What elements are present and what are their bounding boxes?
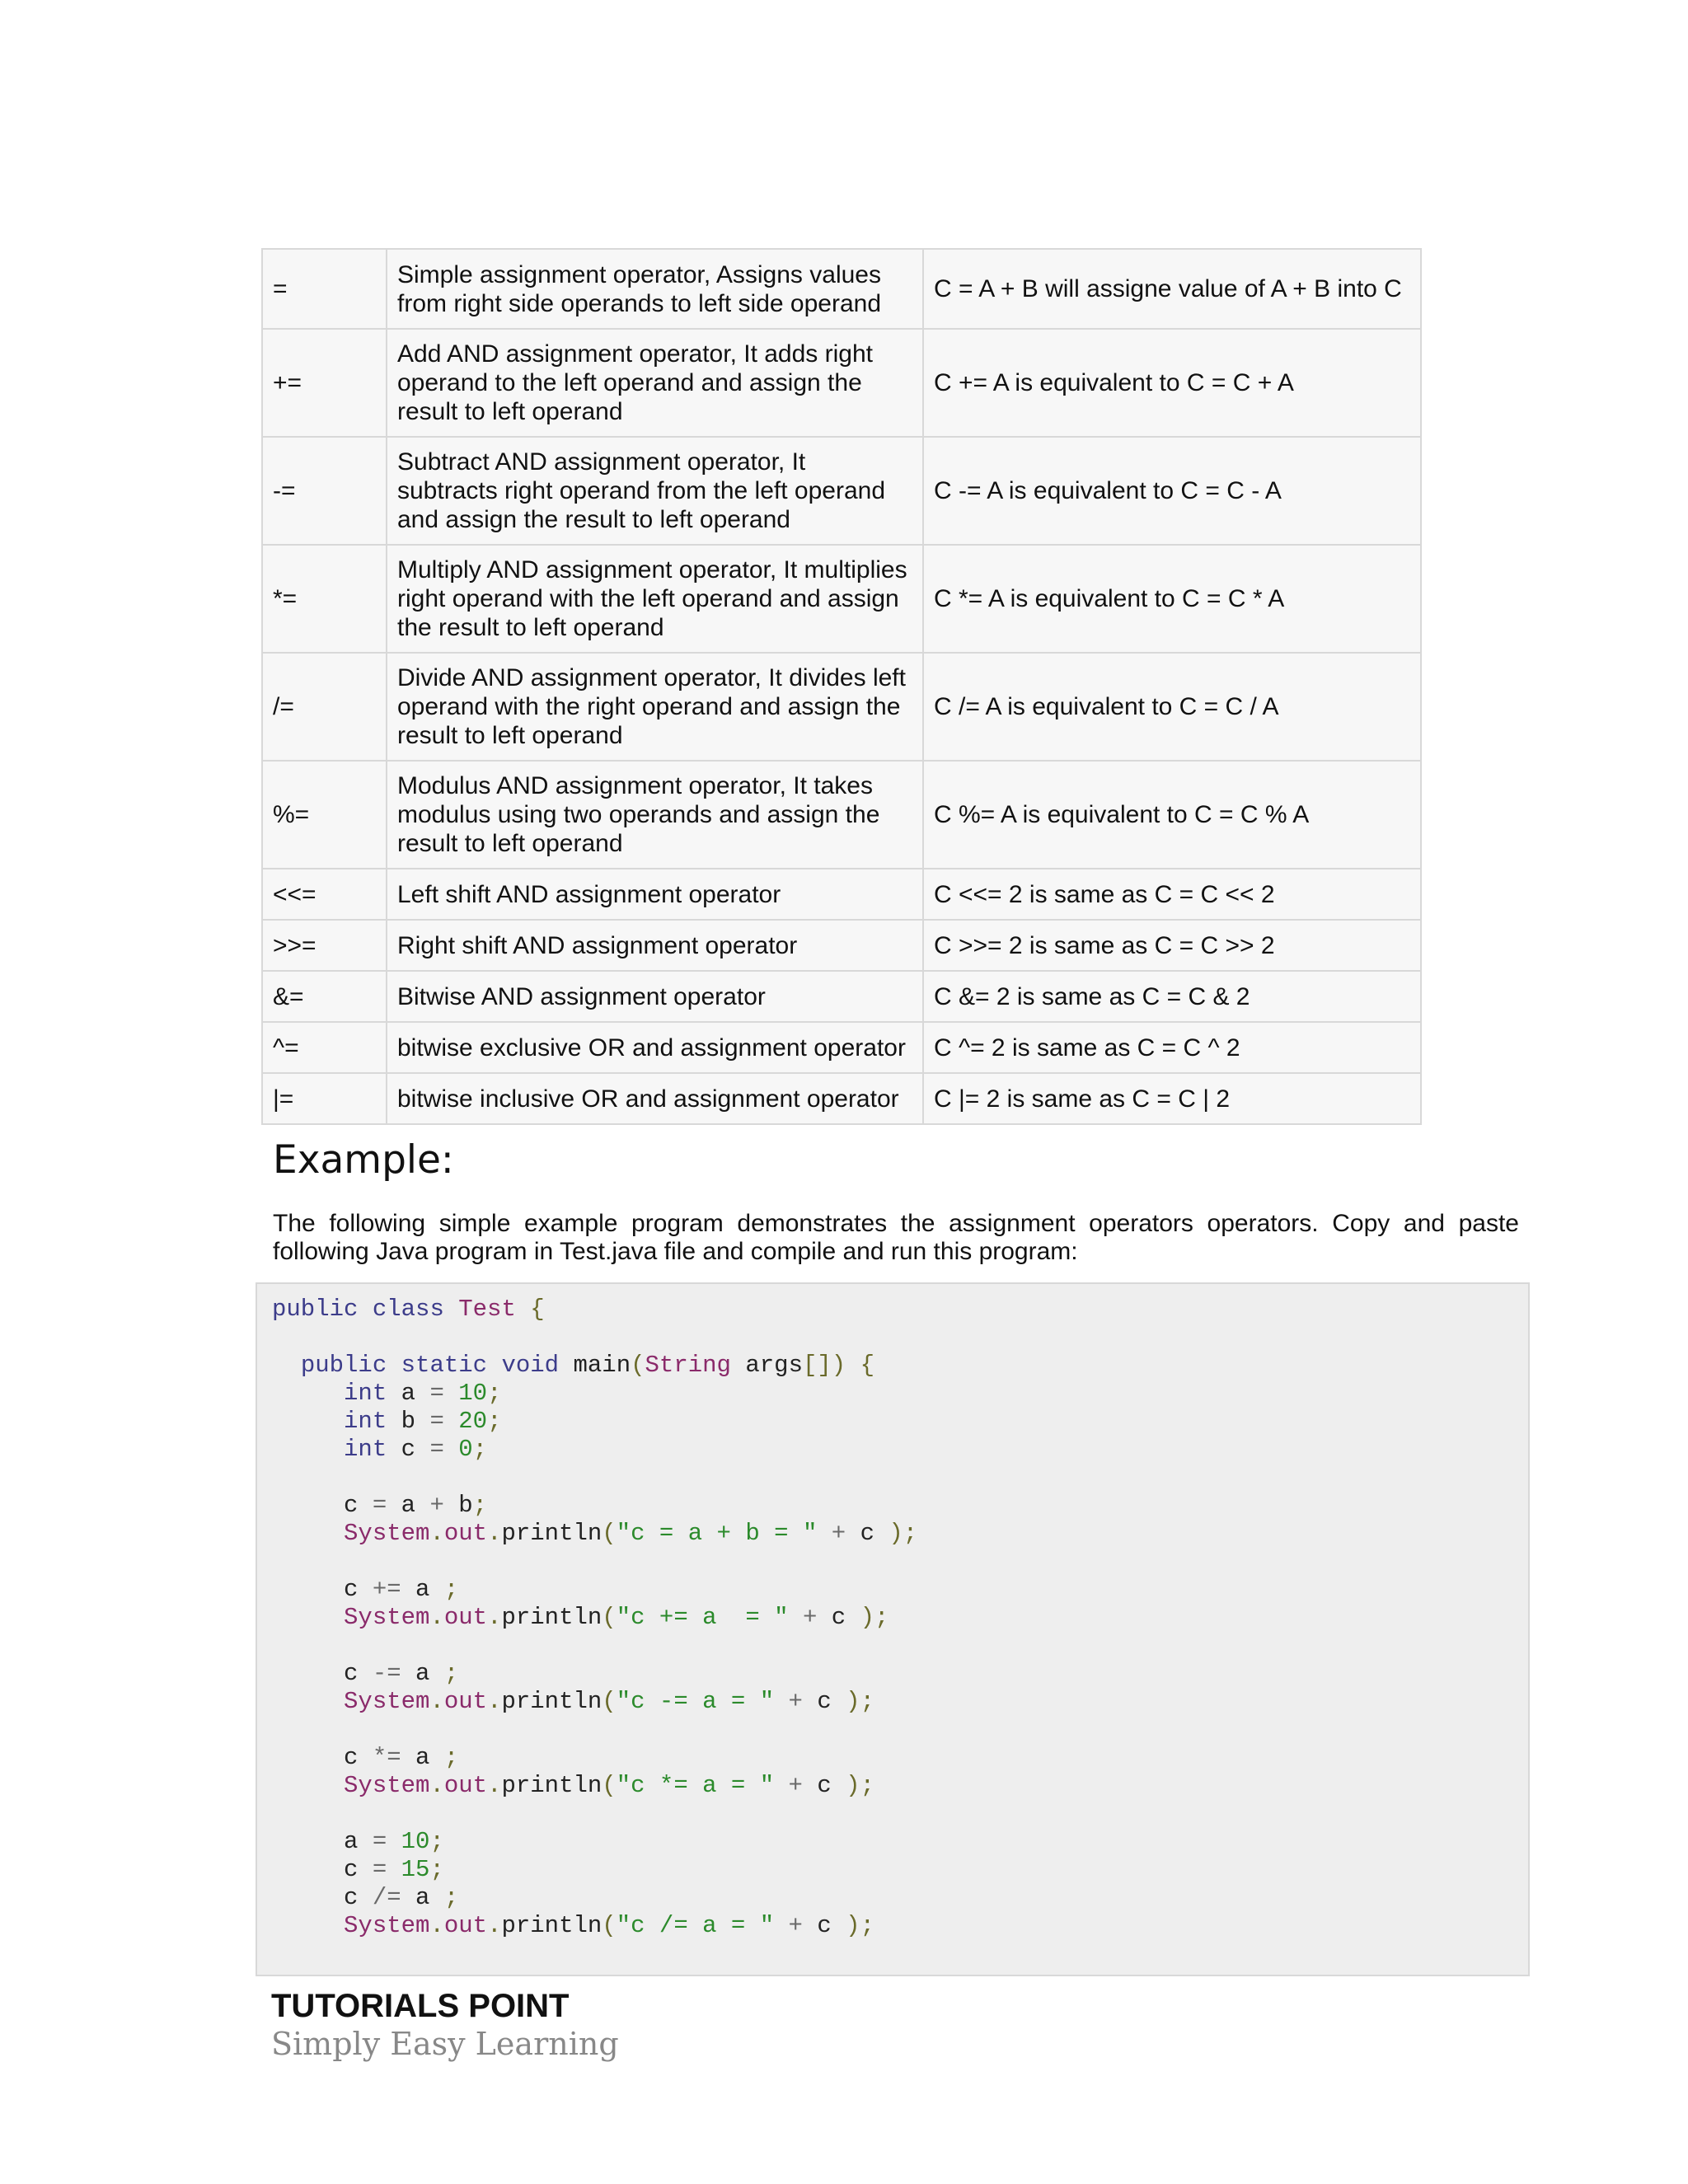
operator-cell: %= — [262, 761, 387, 869]
description-cell: Add AND assignment operator, It adds right operand to the left operand and assign the result to left operand — [387, 329, 923, 437]
code-line: int a = 10; — [344, 1380, 502, 1407]
code-line: a = 10; — [344, 1828, 444, 1855]
example-cell: C |= 2 is same as C = C | 2 — [923, 1073, 1421, 1124]
example-cell: C %= A is equivalent to C = C % A — [923, 761, 1421, 869]
operator-cell: ^= — [262, 1022, 387, 1073]
code-line: System.out.println("c /= a = " + c ); — [344, 1912, 874, 1939]
operator-cell: /= — [262, 653, 387, 761]
operator-cell: -= — [262, 437, 387, 545]
code-line: public static void main(String args[]) { — [300, 1352, 875, 1379]
code-line: System.out.println("c *= a = " + c ); — [344, 1772, 874, 1799]
description-cell: bitwise inclusive OR and assignment operator — [387, 1073, 923, 1124]
table-row — [262, 869, 1421, 920]
code-line: c = 15; — [344, 1856, 444, 1883]
description-cell: Divide AND assignment operator, It divides left operand with the right operand and assign the result to left operand — [387, 653, 923, 761]
operator-cell: *= — [262, 545, 387, 653]
description-cell: bitwise exclusive OR and assignment operator — [387, 1022, 923, 1073]
code-line: c = a + b; — [344, 1492, 488, 1519]
table-row — [262, 329, 1421, 437]
table-row — [262, 971, 1421, 1022]
table-row — [262, 920, 1421, 971]
table-row — [262, 653, 1421, 761]
description-cell: Left shift AND assignment operator — [387, 869, 923, 920]
example-cell: C += A is equivalent to C = C + A — [923, 329, 1421, 437]
code-line: c += a ; — [344, 1576, 459, 1603]
operator-cell: |= — [262, 1073, 387, 1124]
example-intro-paragraph: The following simple example program demonstrates the assignment operators operators. Copy and paste following Java program in Test.java file and compile and run this program: — [273, 1210, 1519, 1265]
code-line: int b = 20; — [344, 1408, 502, 1435]
description-cell: Subtract AND assignment operator, It subtracts right operand from the left operand and assign the result to left operand — [387, 437, 923, 545]
operator-cell: &= — [262, 971, 387, 1022]
example-cell: C &= 2 is same as C = C & 2 — [923, 971, 1421, 1022]
code-line: c /= a ; — [344, 1884, 459, 1911]
description-cell: Simple assignment operator, Assigns values from right side operands to left side operand — [387, 249, 923, 329]
table-row — [262, 1022, 1421, 1073]
code-line: c -= a ; — [344, 1660, 459, 1687]
operator-cell: = — [262, 249, 387, 329]
example-cell: C = A + B will assigne value of A + B into C — [923, 249, 1421, 329]
example-cell: C <<= 2 is same as C = C << 2 — [923, 869, 1421, 920]
example-heading: Example: — [273, 1137, 454, 1183]
operator-cell: >>= — [262, 920, 387, 971]
description-cell: Right shift AND assignment operator — [387, 920, 923, 971]
code-line: System.out.println("c += a = " + c ); — [344, 1604, 889, 1631]
table-row — [262, 545, 1421, 653]
code-line: System.out.println("c = a + b = " + c ); — [344, 1520, 918, 1547]
description-cell: Modulus AND assignment operator, It takes modulus using two operands and assign the result to left operand — [387, 761, 923, 869]
code-line: System.out.println("c -= a = " + c ); — [344, 1688, 874, 1715]
operator-cell: += — [262, 329, 387, 437]
example-cell: C /= A is equivalent to C = C / A — [923, 653, 1421, 761]
code-line: int c = 0; — [344, 1436, 488, 1463]
brand-tagline: Simply Easy Learning — [271, 2026, 619, 2062]
brand-title: TUTORIALS POINT — [271, 1988, 570, 2024]
table-row — [262, 761, 1421, 869]
example-cell: C *= A is equivalent to C = C * A — [923, 545, 1421, 653]
code-line: public class Test { — [272, 1296, 545, 1323]
example-cell: C ^= 2 is same as C = C ^ 2 — [923, 1022, 1421, 1073]
example-cell: C >>= 2 is same as C = C >> 2 — [923, 920, 1421, 971]
table-row — [262, 249, 1421, 329]
description-cell: Bitwise AND assignment operator — [387, 971, 923, 1022]
table-row — [262, 1073, 1421, 1124]
assignment-operators-table — [261, 248, 1422, 1125]
code-block — [256, 1282, 1530, 1976]
table-row — [262, 437, 1421, 545]
example-cell: C -= A is equivalent to C = C - A — [923, 437, 1421, 545]
description-cell: Multiply AND assignment operator, It multiplies right operand with the left operand and assign the result to left operand — [387, 545, 923, 653]
operator-cell: <<= — [262, 869, 387, 920]
code-line: c *= a ; — [344, 1744, 459, 1771]
